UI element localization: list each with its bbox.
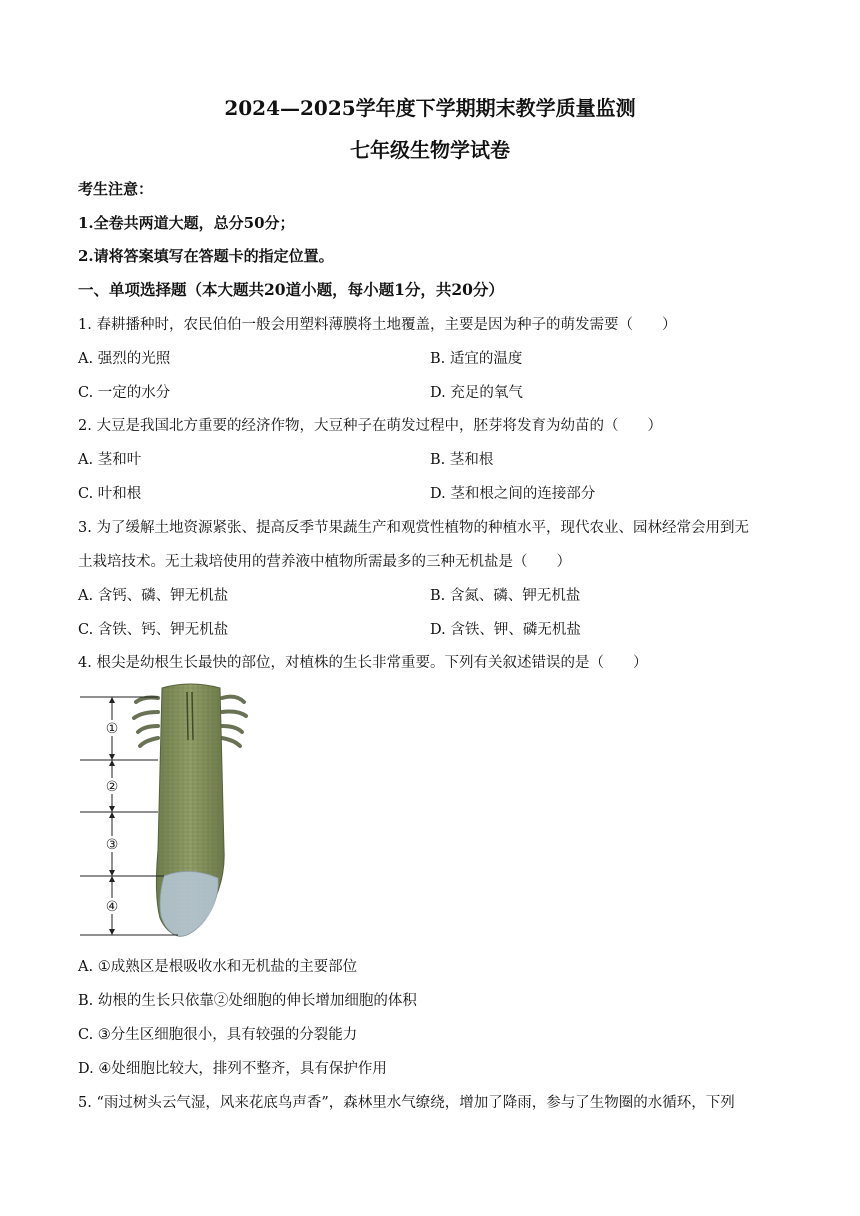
zone-label-4: ④: [105, 899, 119, 915]
question-2-option-b: B. 茎和根: [430, 452, 494, 468]
notice-heading: 考生注意：: [78, 180, 154, 198]
notice-item-2: 2.请将答案填写在答题卡的指定位置。: [78, 247, 334, 265]
question-1-option-b: B. 适宜的温度: [430, 351, 523, 367]
question-3-option-c: C. 含铁、钙、钾无机盐: [78, 622, 229, 638]
zone-label-1: ①: [105, 721, 119, 737]
question-5-stem: 5. “雨过树头云气湿，风来花底鸟声香”，森林里水气缭绕，增加了降雨，参与了生物圈的水循环，下列: [78, 1095, 735, 1111]
section-heading: 一、单项选择题（本大题共20道小题，每小题1分，共20分）: [78, 280, 504, 299]
question-1-stem: 1. 春耕播种时，农民伯伯一般会用塑料薄膜将土地覆盖，主要是因为种子的萌发需要（ ）: [78, 317, 677, 333]
question-4-option-d: D. ④处细胞比较大，排列不整齐，具有保护作用: [78, 1061, 387, 1077]
root-tip-figure: [78, 680, 258, 945]
question-3-option-b: B. 含氮、磷、钾无机盐: [430, 588, 581, 604]
question-1-option-d: D. 充足的氧气: [430, 385, 523, 401]
zone-label-2: ②: [105, 779, 119, 795]
question-3-stem-line-2: 土栽培技术。无土栽培使用的营养液中植物所需最多的三种无机盐是（ ）: [78, 554, 571, 570]
root-cap: [160, 871, 218, 936]
question-1-option-a: A. 强烈的光照: [78, 351, 171, 367]
question-4-option-a: A. ①成熟区是根吸收水和无机盐的主要部位: [78, 959, 358, 975]
question-3-option-a: A. 含钙、磷、钾无机盐: [78, 588, 229, 604]
question-2-option-a: A. 茎和叶: [78, 452, 142, 468]
question-2-option-d: D. 茎和根之间的连接部分: [430, 486, 596, 502]
question-1-option-c: C. 一定的水分: [78, 385, 171, 401]
zone-label-3: ③: [105, 837, 119, 853]
question-3-option-d: D. 含铁、钾、磷无机盐: [430, 622, 581, 638]
notice-item-1: 1.全卷共两道大题，总分50分；: [78, 214, 295, 232]
question-4-option-c: C. ③分生区细胞很小，具有较强的分裂能力: [78, 1027, 358, 1043]
question-4-option-b: B. 幼根的生长只依靠②处细胞的伸长增加细胞的体积: [78, 993, 417, 1009]
exam-subtitle: 七年级生物学试卷: [350, 138, 510, 162]
question-4-stem: 4. 根尖是幼根生长最快的部位，对植株的生长非常重要。下列有关叙述错误的是（ ）: [78, 655, 648, 671]
question-2-option-c: C. 叶和根: [78, 486, 142, 502]
question-2-stem: 2. 大豆是我国北方重要的经济作物，大豆种子在萌发过程中，胚芽将发育为幼苗的（ ）: [78, 418, 662, 434]
question-3-stem-line-1: 3. 为了缓解土地资源紧张、提高反季节果蔬生产和观赏性植物的种植水平，现代农业、园林经常会用到无: [78, 520, 749, 536]
exam-title: 2024—2025学年度下学期期末教学质量监测: [224, 96, 636, 120]
